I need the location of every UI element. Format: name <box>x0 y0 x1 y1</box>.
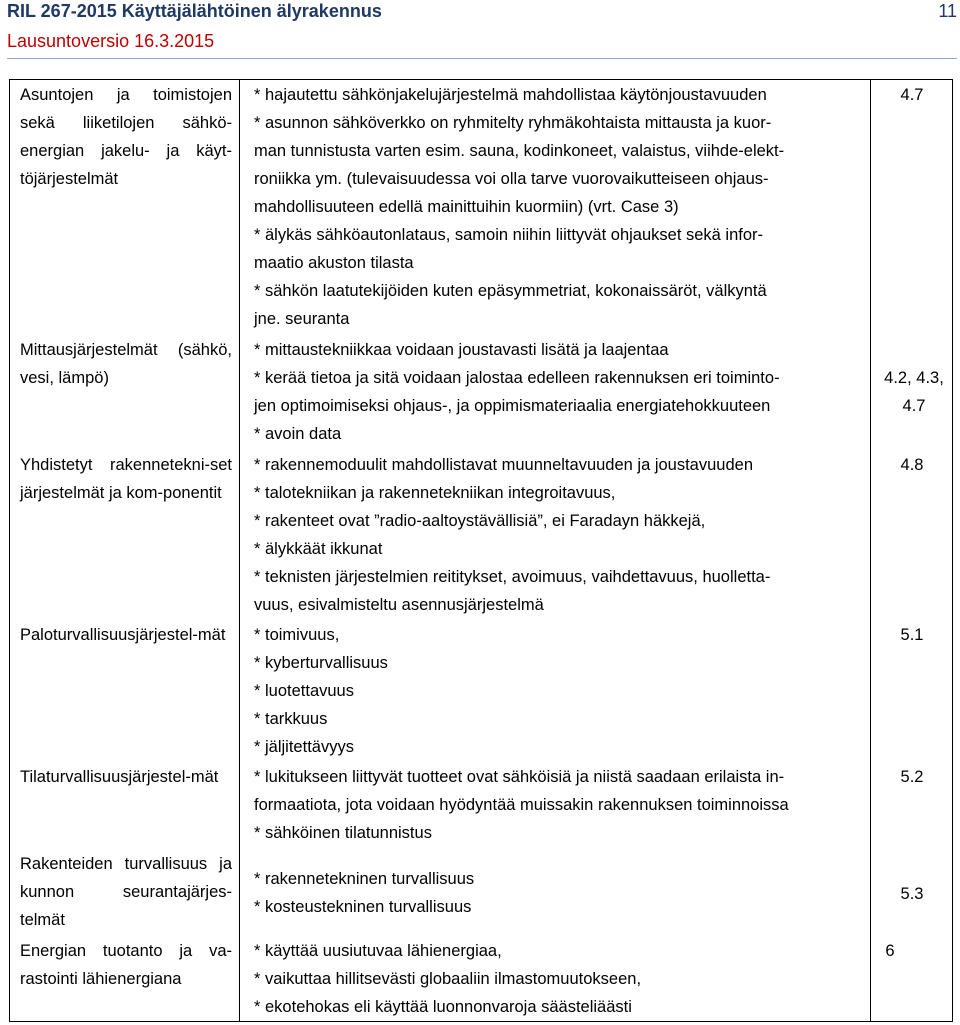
row-category: Rakenteiden turvallisuus ja kunnon seurantajärjes-telmät <box>20 855 232 929</box>
column-divider <box>239 80 240 1021</box>
requirements-table <box>9 79 953 1022</box>
description-line: * ekotehokas eli käyttää luonnonvaroja säästeliäästi <box>254 998 632 1016</box>
row-category: Mittausjärjestelmät (sähkö, vesi, lämpö) <box>20 341 232 387</box>
description-line: * lukitukseen liittyvät tuotteet ovat sähköisiä ja niistä saadaan erilaista in- <box>254 768 785 786</box>
row-reference: 5.2 <box>900 768 924 786</box>
row-category: Paloturvallisuusjärjestel-mät <box>20 626 226 644</box>
description-line: * teknisten järjestelmien reititykset, avoimuus, vaihdettavuus, huolletta- <box>254 568 771 586</box>
description-line: * sähköinen tilatunnistus <box>254 824 432 842</box>
column-divider <box>870 80 871 1021</box>
row-reference: 5.3 <box>900 885 924 903</box>
description-line: * kyberturvallisuus <box>254 654 388 672</box>
description-line: * hajautettu sähkönjakelujärjestelmä mahdollistaa käytönjoustavuuden <box>254 86 767 104</box>
description-line: man tunnistusta varten esim. sauna, kodinkoneet, valaistus, viihde-elekt- <box>254 142 785 160</box>
page-number: 11 <box>938 1 957 21</box>
description-line: * rakennetekninen turvallisuus <box>254 870 475 888</box>
row-description <box>254 81 866 333</box>
row-description <box>254 763 866 847</box>
description-line: * talotekniikan ja rakennetekniikan integroitavuus, <box>254 484 616 502</box>
row-reference: 5.1 <box>900 626 924 644</box>
description-line: jne. seuranta <box>254 310 350 328</box>
description-line: formaatiota, jota voidaan hyödyntää muissakin rakennuksen toiminnoissa <box>254 796 789 814</box>
document-title: RIL 267-2015 Käyttäjälähtöinen älyrakennus <box>7 1 382 21</box>
page-header <box>7 0 957 60</box>
row-description <box>254 621 866 761</box>
description-line: roniikka ym. (tulevaisuudessa voi olla tarve vuorovaikutteiseen ohjaus- <box>254 170 769 188</box>
row-reference: 4.2, 4.3, 4.7 <box>884 369 944 415</box>
row-description <box>254 865 866 921</box>
row-category: Tilaturvallisuusjärjestel-mät <box>20 768 219 786</box>
description-line: * rakenteet ovat ”radio-aaltoystävällisiä”, ei Faradayn häkkejä, <box>254 512 706 530</box>
row-reference: 6 <box>885 942 895 960</box>
description-line: * rakennemoduulit mahdollistavat muunneltavuuden ja joustavuuden <box>254 456 753 474</box>
row-reference: 4.8 <box>900 456 924 474</box>
description-line: maatio akuston tilasta <box>254 254 414 272</box>
description-line: * käyttää uusiutuvaa lähienergiaa, <box>254 942 502 960</box>
description-line: * avoin data <box>254 425 342 443</box>
row-reference: 4.7 <box>900 86 924 104</box>
row-category: Yhdistetyt rakennetekni-set järjestelmät ja kom-ponentit <box>20 456 232 502</box>
description-line: * älykkäät ikkunat <box>254 540 383 558</box>
description-line: * asunnon sähköverkko on ryhmitelty ryhmäkohtaista mittausta ja kuor- <box>254 114 772 132</box>
row-description <box>254 937 866 1021</box>
description-line: * sähkön laatutekijöiden kuten epäsymmetriat, kokonaissäröt, välkyntä <box>254 282 767 300</box>
description-line: * luotettavuus <box>254 682 354 700</box>
row-category: Asuntojen ja toimistojen sekä liiketilojen sähkö-energian jakelu- ja käyt-töjärjestelmät <box>20 86 232 188</box>
description-line: * vaikuttaa hillitsevästi globaaliin ilmastomuutokseen, <box>254 970 642 988</box>
description-line: * toimivuus, <box>254 626 340 644</box>
description-line: vuus, esivalmisteltu asennusjärjestelmä <box>254 596 544 614</box>
description-line: * jäljitettävyys <box>254 738 354 756</box>
document-version: Lausuntoversio 16.3.2015 <box>7 31 215 51</box>
row-description <box>254 451 866 619</box>
description-line: * tarkkuus <box>254 710 328 728</box>
row-category: Energian tuotanto ja va-rastointi lähienergiana <box>20 942 232 988</box>
header-divider <box>7 58 957 59</box>
description-line: * kerää tietoa ja sitä voidaan jalostaa edelleen rakennuksen eri toiminto- <box>254 369 780 387</box>
row-description <box>254 336 866 448</box>
description-line: * kosteustekninen turvallisuus <box>254 898 472 916</box>
description-line: jen optimoimiseksi ohjaus-, ja oppimismateriaalia energiatehokkuuteen <box>254 397 771 415</box>
description-line: * älykäs sähköautonlataus, samoin niihin liittyvät ohjaukset sekä infor- <box>254 226 764 244</box>
description-line: mahdollisuuteen edellä mainittuihin kuormiin) (vrt. Case 3) <box>254 198 679 216</box>
description-line: * mittaustekniikkaa voidaan joustavasti lisätä ja laajentaa <box>254 341 669 359</box>
